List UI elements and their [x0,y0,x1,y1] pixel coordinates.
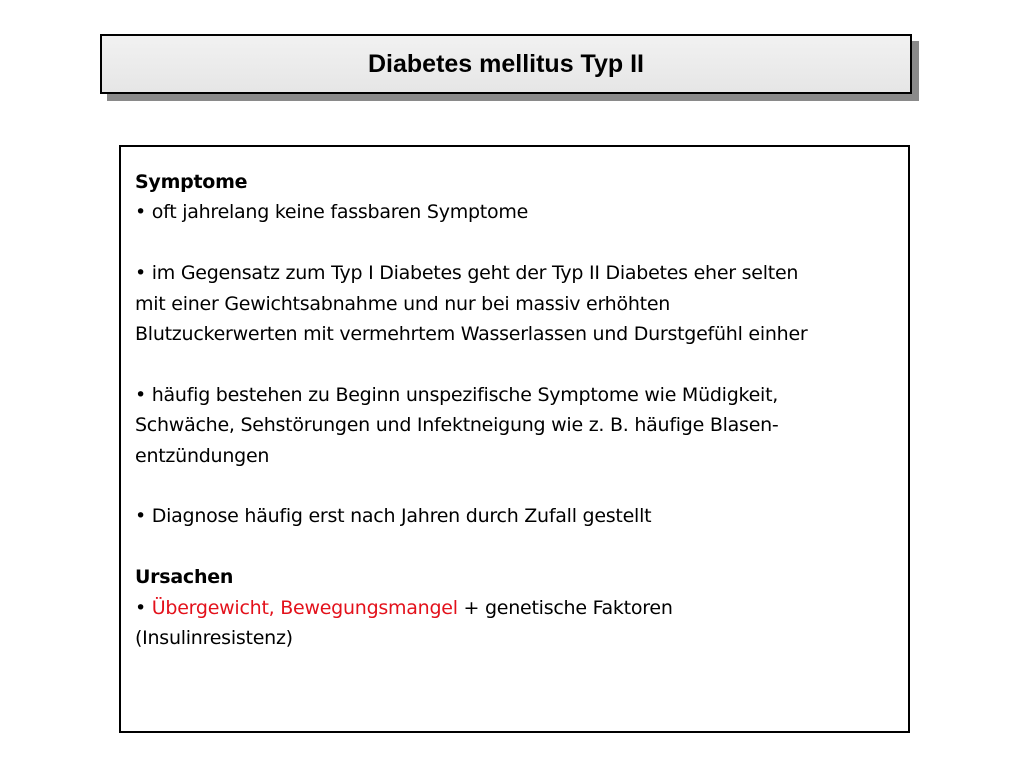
spacer [135,349,894,379]
spacer [135,228,894,258]
ursachen-bullet-line-1 [135,593,894,623]
ursachen-bullet-rest: + genetische Faktoren [457,596,673,619]
ursachen-highlight-text: Übergewicht, Bewegungsmangel [151,596,458,619]
symptome-bullet-3-line-1: • häufig bestehen zu Beginn unspezifische Symptome wie Müdigkeit, [135,383,779,406]
symptome-heading: Symptome [135,171,248,193]
symptome-bullet-3-line-2: Schwäche, Sehstörungen und Infektneigung wie z. B. häufige Blasen- [135,414,779,437]
title-box [100,34,912,94]
ursachen-heading: Ursachen [135,566,234,589]
symptome-bullet-2-line-1: • im Gegensatz zum Typ I Diabetes geht der Typ II Diabetes eher selten [135,262,799,285]
symptome-bullet-2-line-3: Blutzuckerwerten mit vermehrtem Wasserlassen und Durstgefühl einher [135,323,808,346]
ursachen-bullet-prefix: • [135,596,152,619]
spacer [135,471,894,501]
symptome-bullet-1: • oft jahrelang keine fassbaren Symptome [135,201,529,224]
content-box [119,145,910,733]
symptome-bullet-3-line-3: entzündungen [135,444,270,467]
spacer [135,532,894,562]
slide-title: Diabetes mellitus Typ II [367,49,644,78]
symptome-bullet-4: • Diagnose häufig erst nach Jahren durch Zufall gestellt [135,505,652,528]
ursachen-bullet-line-2: (Insulinresistenz) [135,627,293,650]
symptome-bullet-2-line-2: mit einer Gewichtsabnahme und nur bei massiv erhöhten [135,292,671,315]
